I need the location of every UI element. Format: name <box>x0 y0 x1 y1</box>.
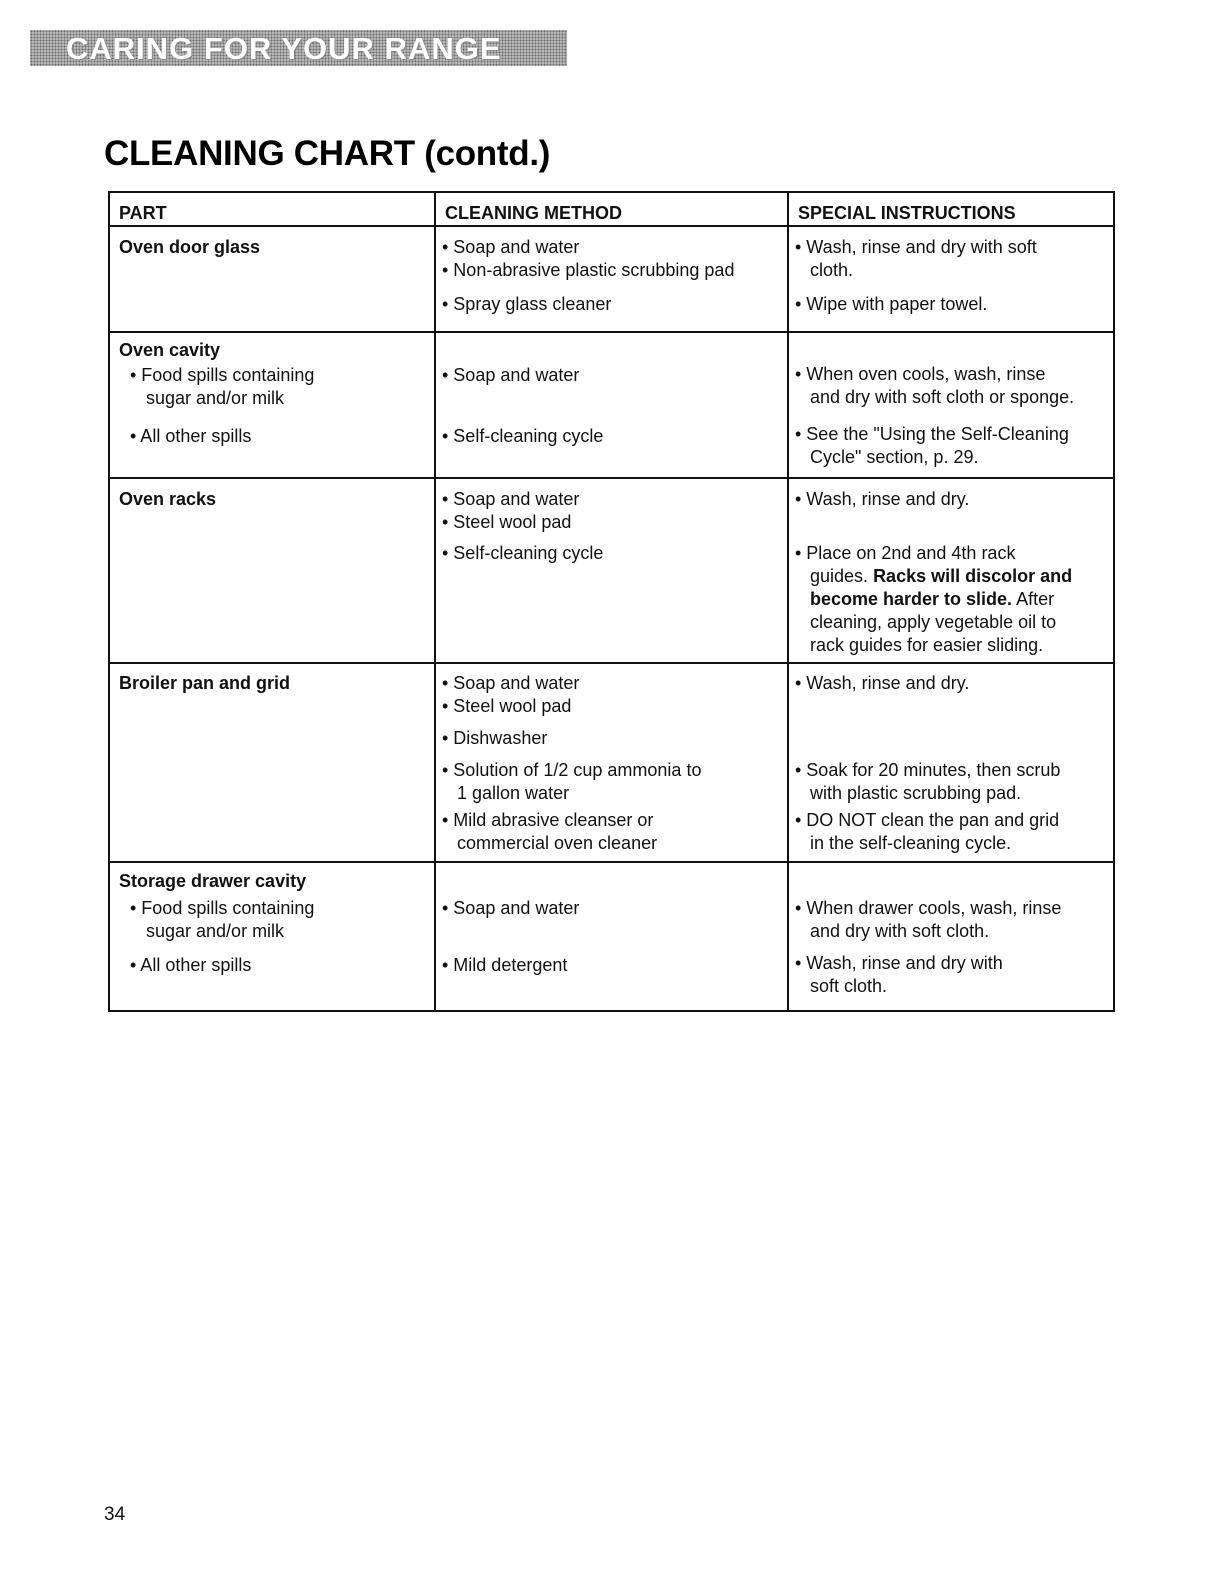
part-cell <box>109 226 435 332</box>
column-header-cleaning-method: CLEANING METHOD <box>435 192 788 226</box>
method-line: • Mild abrasive cleanser or <box>442 810 654 830</box>
instruction-line: • When drawer cools, wash, rinse <box>795 898 1062 918</box>
method-line: • Steel wool pad <box>442 512 572 532</box>
table-row <box>109 226 1114 332</box>
method-line: • Soap and water <box>442 898 580 918</box>
method-line: • Mild detergent <box>442 955 568 975</box>
part-name: Oven door glass <box>119 237 261 257</box>
method-line: • Soap and water <box>442 489 580 509</box>
method-cell <box>435 332 788 478</box>
method-line: • Soap and water <box>442 365 580 385</box>
instruction-line <box>810 588 1054 611</box>
instruction-line: • Wash, rinse and dry with <box>795 953 1003 973</box>
instruction-line: Cycle" section, p. 29. <box>810 447 979 467</box>
method-line: commercial oven cleaner <box>457 833 658 853</box>
method-line: • Non-abrasive plastic scrubbing pad <box>442 260 735 280</box>
method-cell <box>435 862 788 1011</box>
section-banner <box>30 30 567 66</box>
instruction-line: and dry with soft cloth. <box>810 921 990 941</box>
instruction-text: After <box>1016 589 1055 609</box>
subpart-line: • All other spills <box>130 955 252 975</box>
method-line: • Soap and water <box>442 673 580 693</box>
part-name: Storage drawer cavity <box>119 871 307 891</box>
method-cell <box>435 478 788 663</box>
method-line: 1 gallon water <box>457 783 570 803</box>
instructions-cell <box>788 332 1114 478</box>
instruction-line: cloth. <box>810 260 854 280</box>
part-name: Oven cavity <box>119 340 221 360</box>
instruction-line: soft cloth. <box>810 976 888 996</box>
table-row <box>109 332 1114 478</box>
method-line: • Spray glass cleaner <box>442 294 612 314</box>
part-cell <box>109 663 435 862</box>
subpart-line: sugar and/or milk <box>146 388 285 408</box>
instruction-line: • Soak for 20 minutes, then scrub <box>795 760 1061 780</box>
instruction-line: • When oven cools, wash, rinse <box>795 364 1046 384</box>
part-cell <box>109 332 435 478</box>
method-line: • Steel wool pad <box>442 696 572 716</box>
instructions-cell <box>788 478 1114 663</box>
table-row <box>109 478 1114 663</box>
instruction-line: • Wash, rinse and dry. <box>795 489 970 509</box>
subpart-line: • All other spills <box>130 426 252 446</box>
instruction-line: in the self-cleaning cycle. <box>810 833 1012 853</box>
instruction-line: and dry with soft cloth or sponge. <box>810 387 1075 407</box>
subpart-line: sugar and/or milk <box>146 921 285 941</box>
instruction-text: guides. <box>810 566 869 586</box>
instruction-line: cleaning, apply vegetable oil to <box>810 612 1057 632</box>
method-line: • Soap and water <box>442 237 580 257</box>
instruction-line: rack guides for easier sliding. <box>810 635 1044 655</box>
page-title: CLEANING CHART (contd.) <box>104 134 551 173</box>
subpart-line: • Food spills containing <box>130 365 315 385</box>
part-name: Oven racks <box>119 489 217 509</box>
instructions-cell <box>788 663 1114 862</box>
instructions-cell <box>788 862 1114 1011</box>
section-banner-text: CARING FOR YOUR RANGE <box>66 31 502 66</box>
method-line: • Self-cleaning cycle <box>442 543 604 563</box>
instruction-line: with plastic scrubbing pad. <box>810 783 1022 803</box>
column-header-special-instructions: SPECIAL INSTRUCTIONS <box>788 192 1114 226</box>
instruction-line: • Place on 2nd and 4th rack <box>795 543 1016 563</box>
subpart-line: • Food spills containing <box>130 898 315 918</box>
instruction-line: • Wipe with paper towel. <box>795 294 988 314</box>
method-cell <box>435 663 788 862</box>
method-line: • Dishwasher <box>442 728 548 748</box>
method-line: • Self-cleaning cycle <box>442 426 604 446</box>
part-cell <box>109 862 435 1011</box>
page-number: 34 <box>104 1504 126 1525</box>
instructions-cell <box>788 226 1114 332</box>
instruction-line: • Wash, rinse and dry. <box>795 673 970 693</box>
table-header-row <box>109 192 1114 226</box>
column-header-part: PART <box>109 192 435 226</box>
instruction-warning: Racks will discolor and <box>873 566 1073 586</box>
instruction-line <box>810 565 1072 588</box>
part-name: Broiler pan and grid <box>119 673 291 693</box>
instruction-line: • Wash, rinse and dry with soft <box>795 237 1037 257</box>
instruction-line: • DO NOT clean the pan and grid <box>795 810 1060 830</box>
method-line: • Solution of 1/2 cup ammonia to <box>442 760 702 780</box>
instruction-warning: become harder to slide. <box>810 589 1013 609</box>
part-cell <box>109 478 435 663</box>
method-cell <box>435 226 788 332</box>
table-row <box>109 663 1114 862</box>
cleaning-chart-table <box>108 191 1115 1012</box>
table-row <box>109 862 1114 1011</box>
instruction-line: • See the "Using the Self-Cleaning <box>795 424 1069 444</box>
